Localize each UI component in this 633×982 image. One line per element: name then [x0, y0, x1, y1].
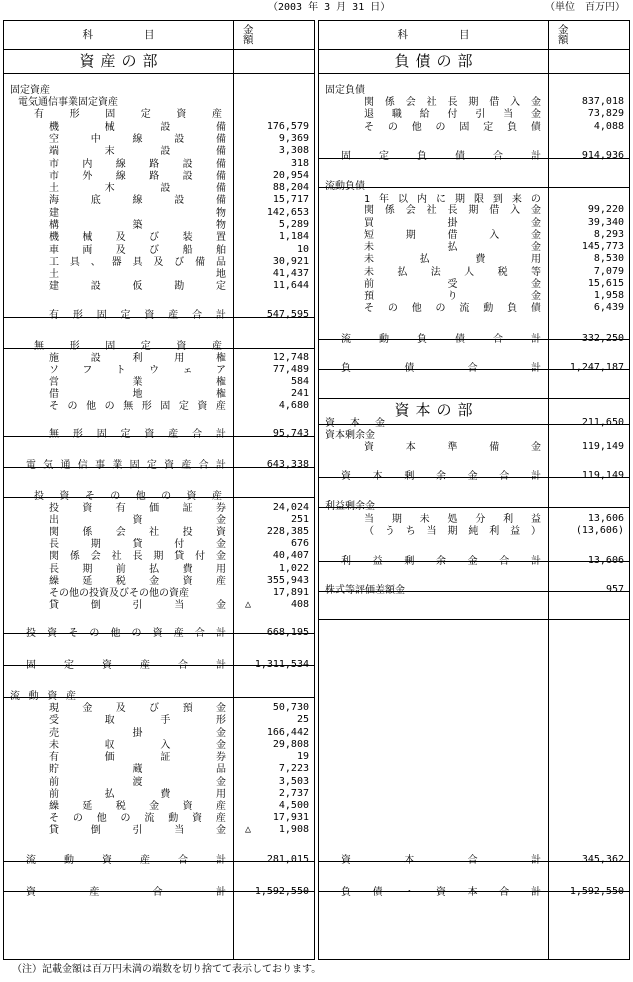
- row-amount: 30,921: [272, 256, 309, 267]
- row-label: 建 設 仮 勘 定: [49, 280, 226, 292]
- row-label: 未 払 金: [364, 241, 541, 253]
- row-amount: 318: [290, 158, 309, 169]
- table-row: [4, 527, 314, 538]
- table-row: [4, 551, 314, 562]
- row-amount: 176,579: [266, 121, 309, 132]
- row-label: 有 価 証 券: [49, 751, 226, 763]
- row-amount: 228,385: [266, 526, 309, 537]
- liabilities-equity-panel: [318, 20, 630, 960]
- table-row: [4, 703, 314, 714]
- row-amount: 29,808: [272, 739, 309, 750]
- row-label: 現 金 及 び 預 金: [49, 702, 226, 714]
- negative-marker: △: [245, 824, 252, 835]
- row-label: 未 払 費 用: [364, 253, 541, 265]
- row-divider: [4, 73, 314, 74]
- row-amount: 15,615: [587, 278, 624, 289]
- table-row: [4, 764, 314, 775]
- table-row: [4, 281, 314, 292]
- table-row: [4, 887, 314, 898]
- row-label: 土 木 設 備: [49, 182, 226, 194]
- table-row: [4, 628, 314, 639]
- row-amount: 332,250: [581, 333, 624, 344]
- row-label: ソ フ ト ウ ェ ア: [49, 364, 226, 376]
- row-label: 有 形 固 定 資 産: [34, 108, 222, 120]
- table-row: [4, 801, 314, 812]
- table-row: [4, 245, 314, 256]
- row-label: 土 地: [49, 268, 226, 280]
- row-label: 借 地 権: [49, 388, 226, 400]
- row-label: 投 資 そ の 他 の 資 産 合 計: [26, 627, 226, 639]
- table-row: [4, 588, 314, 599]
- row-amount: 6,439: [593, 302, 624, 313]
- row-amount: 1,592,550: [254, 886, 309, 897]
- row-amount: 7,079: [593, 266, 624, 277]
- table-row: [4, 740, 314, 751]
- row-label: 流 動 負 債 合 計: [341, 333, 541, 345]
- row-label: 繰 延 税 金 資 産: [49, 575, 226, 587]
- table-row: [4, 855, 314, 866]
- table-row: [4, 691, 314, 702]
- table-row: [4, 183, 314, 194]
- row-label: 有 形 固 定 資 産 合 計: [49, 309, 226, 321]
- table-row: [4, 401, 314, 412]
- table-row: [319, 291, 629, 302]
- row-amount: 73,829: [587, 108, 624, 119]
- table-row: [4, 159, 314, 170]
- row-label: 関 係 会 社 長 期 借 入 金: [364, 204, 541, 216]
- row-amount: 11,644: [272, 280, 309, 291]
- table-row: [4, 576, 314, 587]
- row-label: 長 期 貸 付 金: [49, 538, 226, 550]
- table-row: [319, 514, 629, 525]
- row-label: 前 払 費 用: [49, 788, 226, 800]
- row-label: 資本剰余金: [325, 429, 375, 441]
- row-divider: [319, 73, 629, 74]
- row-label: 固定資産: [10, 84, 50, 96]
- row-amount: 17,931: [272, 812, 309, 823]
- row-amount: 643,338: [266, 459, 309, 470]
- table-row: [319, 109, 629, 120]
- row-amount: 2,737: [278, 788, 309, 799]
- row-amount: 3,308: [278, 145, 309, 156]
- table-row: [4, 539, 314, 550]
- row-amount: 1,022: [278, 563, 309, 574]
- row-label: 無 形 固 定 資 産 合 計: [49, 428, 226, 440]
- row-amount: 251: [290, 514, 309, 525]
- table-row: [319, 418, 629, 429]
- table-row: [319, 279, 629, 290]
- row-label: 資 本 剰 余 金 合 計: [341, 470, 541, 482]
- negative-marker: △: [245, 599, 252, 610]
- table-row: [319, 267, 629, 278]
- table-row: [319, 471, 629, 482]
- row-amount: 20,954: [272, 170, 309, 181]
- row-amount: 77,489: [272, 364, 309, 375]
- table-row: [4, 310, 314, 321]
- row-amount: 99,220: [587, 204, 624, 215]
- table-row: [319, 122, 629, 133]
- row-label: 端 末 設 備: [49, 145, 226, 157]
- table-row: [319, 442, 629, 453]
- row-amount: 1,592,550: [569, 886, 624, 897]
- row-label: 負 債 合 計: [341, 362, 541, 374]
- assets-section-title: 資産の部: [79, 52, 164, 70]
- row-label: 建 物: [49, 207, 226, 219]
- table-row: [4, 460, 314, 471]
- row-label: 営 業 権: [49, 376, 226, 388]
- row-amount: 5,289: [278, 219, 309, 230]
- row-label: 資 産 合 計: [26, 886, 226, 898]
- row-amount: 281,015: [266, 854, 309, 865]
- table-row: [4, 195, 314, 206]
- table-row: [319, 194, 629, 205]
- row-amount: 914,936: [581, 150, 624, 161]
- row-label: 固定負債: [325, 84, 365, 96]
- row-label: 流 動 資 産 合 計: [26, 854, 226, 866]
- table-row: [4, 232, 314, 243]
- row-label: 流 動 資 産: [10, 690, 76, 702]
- row-amount: 676: [290, 538, 309, 549]
- row-label: 退 職 給 付 引 当 金: [364, 108, 541, 120]
- table-row: [319, 855, 629, 866]
- row-amount: 95,743: [272, 428, 309, 439]
- row-amount: 24,024: [272, 502, 309, 513]
- table-row: [319, 526, 629, 537]
- table-row: [4, 365, 314, 376]
- table-row: [319, 151, 629, 162]
- table-row: [319, 430, 629, 441]
- table-row: [319, 205, 629, 216]
- table-row: [319, 556, 629, 567]
- row-amount: 40,407: [272, 550, 309, 561]
- row-label: （ う ち 当 期 純 利 益 ）: [364, 525, 541, 537]
- table-row: [4, 208, 314, 219]
- row-label: 繰 延 税 金 資 産: [49, 800, 226, 812]
- row-label: 海 底 線 設 備: [49, 194, 226, 206]
- assets-panel: [3, 20, 315, 960]
- table-row: [319, 585, 629, 596]
- table-row: [4, 269, 314, 280]
- table-row: [319, 254, 629, 265]
- row-label: 固 定 負 債 合 計: [341, 150, 541, 162]
- table-row: [4, 377, 314, 388]
- row-label: 利益剰余金: [325, 500, 375, 512]
- table-row: [4, 171, 314, 182]
- table-row: [4, 600, 314, 611]
- row-amount: 1,908: [278, 824, 309, 835]
- row-amount: 241: [290, 388, 309, 399]
- row-amount: 668,195: [266, 627, 309, 638]
- table-row: [4, 134, 314, 145]
- table-row: [4, 389, 314, 400]
- table-row: [4, 777, 314, 788]
- row-label: 関 係 会 社 長 期 借 入 金: [364, 96, 541, 108]
- table-row: [4, 752, 314, 763]
- table-row: [4, 429, 314, 440]
- row-amount: 12,748: [272, 352, 309, 363]
- row-label: 買 掛 金: [364, 217, 541, 229]
- table-row: [4, 503, 314, 514]
- row-label: 車 両 及 び 船 舶: [49, 244, 226, 256]
- table-row: [4, 813, 314, 824]
- row-amount: 7,223: [278, 763, 309, 774]
- row-label: 貯 蔵 品: [49, 763, 226, 775]
- row-label: 投 資 有 価 証 券: [49, 502, 226, 514]
- row-amount: 145,773: [581, 241, 624, 252]
- table-row: [4, 122, 314, 133]
- row-amount: 547,595: [266, 309, 309, 320]
- table-row: [319, 218, 629, 229]
- table-row: [4, 715, 314, 726]
- table-row: [4, 353, 314, 364]
- row-divider: [319, 398, 629, 399]
- row-amount: 345,362: [581, 854, 624, 865]
- item-column-header: 科 目: [397, 28, 480, 41]
- row-label: 市 内 線 路 設 備: [49, 158, 226, 170]
- row-label: 構 築 物: [49, 219, 226, 231]
- row-label: 機 械 及 び 装 置: [49, 231, 226, 243]
- row-label: 電 気 通 信 事 業 固 定 資 産 合 計: [26, 459, 226, 471]
- row-amount: 13,606: [587, 555, 624, 566]
- table-row: [4, 728, 314, 739]
- table-row: [4, 97, 314, 108]
- table-row: [4, 220, 314, 231]
- equity-section-title: 資本の部: [394, 401, 479, 419]
- table-row: [4, 564, 314, 575]
- table-row: [4, 109, 314, 120]
- row-amount: 8,530: [593, 253, 624, 264]
- table-row: [319, 334, 629, 345]
- row-label: 施 設 利 用 権: [49, 352, 226, 364]
- amount-column-header: 金 額: [243, 23, 305, 46]
- row-label: 固 定 資 産 合 計: [26, 659, 226, 671]
- row-divider: [4, 49, 314, 50]
- row-amount: 8,293: [593, 229, 624, 240]
- row-label: 電気通信事業固定資産: [18, 96, 118, 108]
- row-label: 工 具 、 器 具 及 び 備 品: [49, 256, 226, 268]
- row-label: 機 械 設 備: [49, 121, 226, 133]
- table-row: [4, 341, 314, 352]
- row-label: 売 掛 金: [49, 727, 226, 739]
- table-row: [4, 146, 314, 157]
- row-amount: 17,891: [272, 587, 309, 598]
- row-label: 前 渡 金: [49, 776, 226, 788]
- row-label: そ の 他 の 流 動 資 産: [49, 812, 226, 824]
- row-label: 市 外 線 路 設 備: [49, 170, 226, 182]
- table-row: [4, 85, 314, 96]
- row-amount: 119,149: [581, 441, 624, 452]
- row-label: 貸 倒 引 当 金: [49, 599, 226, 611]
- table-row: [4, 515, 314, 526]
- row-label: そ の 他 の 固 定 負 債: [364, 121, 541, 133]
- row-amount: 50,730: [272, 702, 309, 713]
- row-label: その他の投資及びその他の資産: [49, 587, 189, 599]
- liabilities-section-title: 負債の部: [394, 52, 479, 70]
- row-label: 長 期 前 払 費 用: [49, 563, 226, 575]
- table-row: [319, 181, 629, 192]
- row-label: 株式等評価差額金: [325, 584, 405, 596]
- table-row: [319, 887, 629, 898]
- row-label: 投 資 そ の 他 の 資 産: [34, 490, 222, 502]
- statement-date: （2003 年 3 月 31 日）: [268, 2, 391, 13]
- row-amount: 15,717: [272, 194, 309, 205]
- row-label: 未 収 入 金: [49, 739, 226, 751]
- row-amount: 4,088: [593, 121, 624, 132]
- row-divider: [319, 619, 629, 620]
- row-label: 短 期 借 入 金: [364, 229, 541, 241]
- row-label: 資 本 準 備 金: [364, 441, 541, 453]
- row-label: 資 本 金: [325, 417, 385, 429]
- row-label: 流動負債: [325, 180, 365, 192]
- row-label: 貸 倒 引 当 金: [49, 824, 226, 836]
- row-label: 預 り 金: [364, 290, 541, 302]
- row-amount: 1,184: [278, 231, 309, 242]
- row-amount: 837,018: [581, 96, 624, 107]
- table-row: [319, 97, 629, 108]
- row-divider: [319, 49, 629, 50]
- row-amount: 25: [296, 714, 309, 725]
- row-amount: 9,369: [278, 133, 309, 144]
- row-amount: 211,650: [581, 417, 624, 428]
- table-row: [319, 363, 629, 374]
- table-row: [319, 501, 629, 512]
- row-amount: 166,442: [266, 727, 309, 738]
- row-label: 当 期 未 処 分 利 益: [364, 513, 541, 525]
- row-amount: 1,247,187: [569, 362, 624, 373]
- row-amount: 88,204: [272, 182, 309, 193]
- row-amount: 957: [605, 584, 624, 595]
- row-amount: 10: [296, 244, 309, 255]
- row-label: 空 中 線 設 備: [49, 133, 226, 145]
- row-amount: 1,958: [593, 290, 624, 301]
- row-label: 関 係 会 社 投 資: [49, 526, 226, 538]
- row-label: 前 受 金: [364, 278, 541, 290]
- row-label: 負 債 ・ 資 本 合 計: [341, 886, 541, 898]
- table-row: [4, 491, 314, 502]
- row-label: 未 払 法 人 税 等: [364, 266, 541, 278]
- row-amount: 19: [296, 751, 309, 762]
- row-amount: 584: [290, 376, 309, 387]
- table-row: [319, 230, 629, 241]
- footnote: （注）記載金額は百万円未満の端数を切り捨てて表示しております。: [12, 964, 322, 975]
- row-amount: 3,503: [278, 776, 309, 787]
- row-amount: (13,606): [575, 525, 624, 536]
- table-row: [4, 789, 314, 800]
- amount-column-header: 金 額: [558, 23, 620, 46]
- row-amount: 408: [290, 599, 309, 610]
- row-label: 出 資 金: [49, 514, 226, 526]
- row-amount: 39,340: [587, 217, 624, 228]
- row-amount: 1,311,534: [254, 659, 309, 670]
- table-row: [319, 242, 629, 253]
- row-label: 1 年 以 内 に 期 限 到 来 の: [364, 193, 541, 205]
- row-label: 利 益 剰 余 金 合 計: [341, 555, 541, 567]
- row-amount: 4,680: [278, 400, 309, 411]
- row-label: そ の 他 の 無 形 固 定 資 産: [49, 400, 226, 412]
- row-label: 無 形 固 定 資 産: [34, 340, 222, 352]
- unit-label: （単位 百万円）: [545, 2, 625, 13]
- row-amount: 13,606: [587, 513, 624, 524]
- row-amount: 119,149: [581, 470, 624, 481]
- row-label: 資 本 合 計: [341, 854, 541, 866]
- row-label: 受 取 手 形: [49, 714, 226, 726]
- row-amount: 4,500: [278, 800, 309, 811]
- item-column-header: 科 目: [82, 28, 165, 41]
- row-label: そ の 他 の 流 動 負 債: [364, 302, 541, 314]
- table-row: [4, 825, 314, 836]
- row-amount: 41,437: [272, 268, 309, 279]
- table-row: [319, 85, 629, 96]
- table-row: [4, 660, 314, 671]
- row-amount: 142,653: [266, 207, 309, 218]
- table-row: [4, 257, 314, 268]
- table-row: [319, 303, 629, 314]
- row-amount: 355,943: [266, 575, 309, 586]
- row-label: 関 係 会 社 長 期 貸 付 金: [49, 550, 226, 562]
